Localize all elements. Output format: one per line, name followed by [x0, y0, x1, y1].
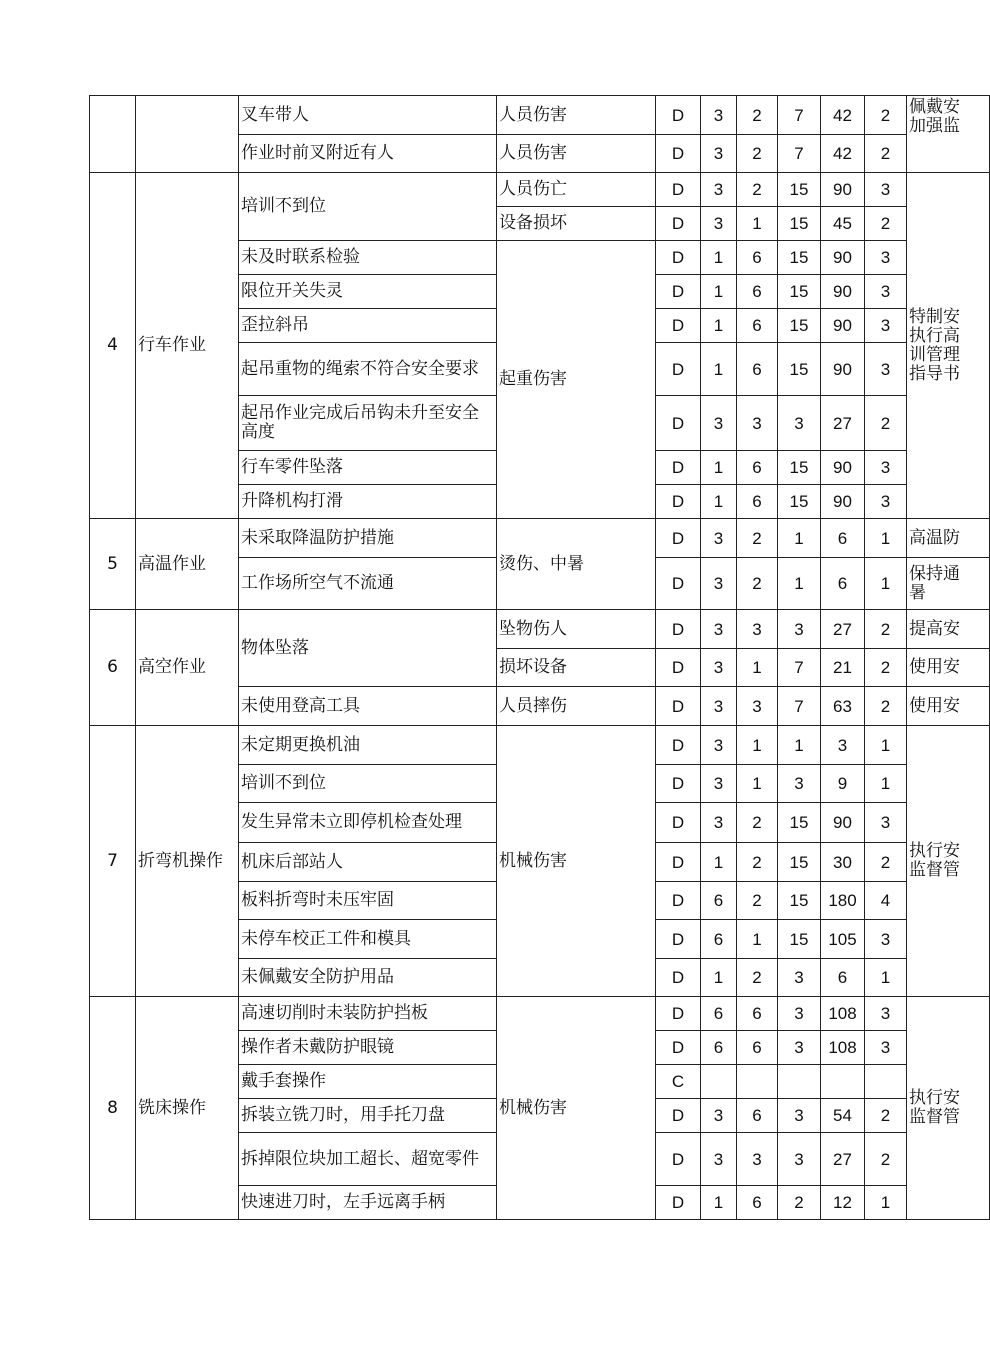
- l-cell: 3: [701, 726, 737, 765]
- c-cell: 3: [778, 1031, 821, 1065]
- e-cell: 6: [737, 451, 778, 485]
- hazard-cell: 拆装立铣刀时，用手托刀盘: [239, 1099, 497, 1133]
- e-cell: 1: [737, 920, 778, 959]
- e-cell: 1: [737, 649, 778, 687]
- judge-cell: D: [656, 485, 701, 519]
- c-cell: 15: [778, 451, 821, 485]
- consequence-cell: 人员摔伤: [497, 687, 656, 726]
- c-cell: 2: [778, 1186, 821, 1220]
- judge-cell: D: [656, 959, 701, 997]
- c-cell: 15: [778, 882, 821, 920]
- hazard-cell: 工作场所空气不流通: [239, 558, 497, 610]
- consequence-cell: 起重伤害: [497, 241, 656, 519]
- e-cell: 6: [737, 1186, 778, 1220]
- e-cell: 2: [737, 882, 778, 920]
- e-cell: 3: [737, 687, 778, 726]
- d-cell: 54: [821, 1099, 865, 1133]
- judge-cell: D: [656, 275, 701, 309]
- measure-cell: 使用安: [907, 649, 990, 687]
- consequence-cell: 人员伤亡: [497, 173, 656, 207]
- level-cell: 3: [865, 309, 907, 343]
- hazard-cell: 戴手套操作: [239, 1065, 497, 1099]
- judge-cell: D: [656, 882, 701, 920]
- l-cell: [701, 1065, 737, 1099]
- judge-cell: D: [656, 1031, 701, 1065]
- l-cell: 1: [701, 959, 737, 997]
- l-cell: 3: [701, 610, 737, 649]
- e-cell: 6: [737, 1031, 778, 1065]
- hazard-cell: 拆掉限位块加工超长、超宽零件: [239, 1133, 497, 1186]
- d-cell: 3: [821, 726, 865, 765]
- l-cell: 6: [701, 882, 737, 920]
- judge-cell: D: [656, 451, 701, 485]
- level-cell: 3: [865, 803, 907, 843]
- d-cell: 105: [821, 920, 865, 959]
- level-cell: 2: [865, 207, 907, 241]
- e-cell: 2: [737, 96, 778, 135]
- d-cell: [821, 1065, 865, 1099]
- hazard-cell: 未及时联系检验: [239, 241, 497, 275]
- e-cell: 3: [737, 610, 778, 649]
- l-cell: 1: [701, 309, 737, 343]
- c-cell: 15: [778, 485, 821, 519]
- e-cell: 1: [737, 765, 778, 803]
- consequence-cell: 机械伤害: [497, 726, 656, 997]
- level-cell: 3: [865, 997, 907, 1031]
- consequence-cell: 人员伤害: [497, 135, 656, 173]
- hazard-cell: 高速切削时未装防护挡板: [239, 997, 497, 1031]
- l-cell: 3: [701, 207, 737, 241]
- e-cell: 1: [737, 726, 778, 765]
- l-cell: 3: [701, 96, 737, 135]
- level-cell: 3: [865, 920, 907, 959]
- e-cell: 6: [737, 241, 778, 275]
- judge-cell: D: [656, 207, 701, 241]
- d-cell: 21: [821, 649, 865, 687]
- l-cell: 3: [701, 558, 737, 610]
- c-cell: 1: [778, 726, 821, 765]
- hazard-cell: 起吊作业完成后吊钩未升至安全高度: [239, 396, 497, 451]
- level-cell: 4: [865, 882, 907, 920]
- hazard-cell: 培训不到位: [239, 765, 497, 803]
- e-cell: 2: [737, 959, 778, 997]
- c-cell: 3: [778, 610, 821, 649]
- activity-cell: [136, 96, 239, 173]
- risk-assessment-table: [89, 95, 990, 1220]
- e-cell: 6: [737, 1099, 778, 1133]
- consequence-cell: 烫伤、中暑: [497, 519, 656, 610]
- l-cell: 3: [701, 519, 737, 558]
- judge-cell: D: [656, 343, 701, 396]
- c-cell: 15: [778, 843, 821, 882]
- c-cell: 7: [778, 135, 821, 173]
- hazard-cell: 作业时前叉附近有人: [239, 135, 497, 173]
- e-cell: 6: [737, 485, 778, 519]
- hazard-cell: 操作者未戴防护眼镜: [239, 1031, 497, 1065]
- l-cell: 6: [701, 997, 737, 1031]
- seq-cell: 8: [90, 997, 136, 1220]
- level-cell: 1: [865, 959, 907, 997]
- judge-cell: D: [656, 610, 701, 649]
- hazard-cell: 未定期更换机油: [239, 726, 497, 765]
- l-cell: 1: [701, 275, 737, 309]
- e-cell: 2: [737, 519, 778, 558]
- c-cell: 7: [778, 687, 821, 726]
- d-cell: 90: [821, 451, 865, 485]
- hazard-cell: 行车零件坠落: [239, 451, 497, 485]
- c-cell: 15: [778, 920, 821, 959]
- seq-cell: 4: [90, 173, 136, 519]
- hazard-cell: 培训不到位: [239, 173, 497, 241]
- level-cell: 1: [865, 558, 907, 610]
- hazard-cell: 歪拉斜吊: [239, 309, 497, 343]
- l-cell: 1: [701, 451, 737, 485]
- table-row: [90, 726, 990, 765]
- level-cell: 1: [865, 726, 907, 765]
- d-cell: 9: [821, 765, 865, 803]
- level-cell: 2: [865, 396, 907, 451]
- seq-cell: 5: [90, 519, 136, 610]
- d-cell: 90: [821, 343, 865, 396]
- l-cell: 3: [701, 803, 737, 843]
- c-cell: 15: [778, 207, 821, 241]
- judge-cell: D: [656, 1186, 701, 1220]
- judge-cell: D: [656, 558, 701, 610]
- c-cell: [778, 1065, 821, 1099]
- d-cell: 90: [821, 275, 865, 309]
- hazard-cell: 升降机构打滑: [239, 485, 497, 519]
- d-cell: 180: [821, 882, 865, 920]
- l-cell: 1: [701, 343, 737, 396]
- activity-cell: 高空作业: [136, 610, 239, 726]
- measure-cell: 使用安: [907, 687, 990, 726]
- level-cell: 3: [865, 1031, 907, 1065]
- level-cell: 2: [865, 687, 907, 726]
- l-cell: 3: [701, 173, 737, 207]
- activity-cell: 高温作业: [136, 519, 239, 610]
- l-cell: 3: [701, 649, 737, 687]
- table-row: [90, 519, 990, 558]
- c-cell: 3: [778, 1099, 821, 1133]
- l-cell: 1: [701, 1186, 737, 1220]
- judge-cell: D: [656, 96, 701, 135]
- c-cell: 15: [778, 343, 821, 396]
- d-cell: 27: [821, 1133, 865, 1186]
- d-cell: 27: [821, 396, 865, 451]
- level-cell: 2: [865, 843, 907, 882]
- d-cell: 90: [821, 241, 865, 275]
- d-cell: 90: [821, 173, 865, 207]
- e-cell: 1: [737, 207, 778, 241]
- level-cell: 1: [865, 1186, 907, 1220]
- d-cell: 90: [821, 803, 865, 843]
- d-cell: 6: [821, 519, 865, 558]
- l-cell: 6: [701, 920, 737, 959]
- c-cell: 15: [778, 803, 821, 843]
- level-cell: 3: [865, 343, 907, 396]
- measure-cell: 特制安 执行高 训管理 指导书: [907, 173, 990, 519]
- table-row: [90, 96, 990, 135]
- judge-cell: D: [656, 843, 701, 882]
- level-cell: 2: [865, 610, 907, 649]
- hazard-cell: 机床后部站人: [239, 843, 497, 882]
- c-cell: 15: [778, 173, 821, 207]
- level-cell: 3: [865, 275, 907, 309]
- consequence-cell: 坠物伤人: [497, 610, 656, 649]
- level-cell: 3: [865, 451, 907, 485]
- l-cell: 3: [701, 396, 737, 451]
- c-cell: 15: [778, 241, 821, 275]
- l-cell: 6: [701, 1031, 737, 1065]
- d-cell: 12: [821, 1186, 865, 1220]
- d-cell: 42: [821, 135, 865, 173]
- activity-cell: 行车作业: [136, 173, 239, 519]
- judge-cell: D: [656, 765, 701, 803]
- measure-cell: 执行安 监督管: [907, 726, 990, 997]
- e-cell: 6: [737, 309, 778, 343]
- level-cell: 1: [865, 519, 907, 558]
- d-cell: 27: [821, 610, 865, 649]
- table-row: [90, 173, 990, 207]
- hazard-cell: 未采取降温防护措施: [239, 519, 497, 558]
- d-cell: 45: [821, 207, 865, 241]
- c-cell: 15: [778, 309, 821, 343]
- d-cell: 108: [821, 997, 865, 1031]
- e-cell: 2: [737, 173, 778, 207]
- e-cell: 2: [737, 558, 778, 610]
- seq-cell: [90, 96, 136, 173]
- measure-cell: 执行安 监督管: [907, 997, 990, 1220]
- hazard-cell: 物体坠落: [239, 610, 497, 687]
- c-cell: 3: [778, 997, 821, 1031]
- level-cell: 3: [865, 241, 907, 275]
- l-cell: 3: [701, 1133, 737, 1186]
- seq-cell: 6: [90, 610, 136, 726]
- c-cell: 15: [778, 275, 821, 309]
- measure-cell: 佩戴安 加强监: [907, 96, 990, 173]
- d-cell: 108: [821, 1031, 865, 1065]
- activity-cell: 铣床操作: [136, 997, 239, 1220]
- seq-cell: 7: [90, 726, 136, 997]
- judge-cell: D: [656, 519, 701, 558]
- d-cell: 6: [821, 558, 865, 610]
- judge-cell: D: [656, 241, 701, 275]
- judge-cell: D: [656, 1099, 701, 1133]
- judge-cell: D: [656, 920, 701, 959]
- judge-cell: D: [656, 173, 701, 207]
- consequence-cell: 机械伤害: [497, 997, 656, 1220]
- judge-cell: D: [656, 803, 701, 843]
- activity-cell: 折弯机操作: [136, 726, 239, 997]
- e-cell: 2: [737, 843, 778, 882]
- l-cell: 1: [701, 241, 737, 275]
- level-cell: 1: [865, 765, 907, 803]
- measure-cell: 保持通 暑: [907, 558, 990, 610]
- judge-cell: D: [656, 135, 701, 173]
- hazard-cell: 未佩戴安全防护用品: [239, 959, 497, 997]
- c-cell: 7: [778, 96, 821, 135]
- e-cell: 3: [737, 396, 778, 451]
- hazard-cell: 板料折弯时未压牢固: [239, 882, 497, 920]
- d-cell: 42: [821, 96, 865, 135]
- d-cell: 90: [821, 309, 865, 343]
- hazard-cell: 限位开关失灵: [239, 275, 497, 309]
- c-cell: 3: [778, 959, 821, 997]
- measure-cell: 提高安: [907, 610, 990, 649]
- judge-cell: D: [656, 997, 701, 1031]
- d-cell: 30: [821, 843, 865, 882]
- l-cell: 1: [701, 485, 737, 519]
- d-cell: 6: [821, 959, 865, 997]
- e-cell: 2: [737, 803, 778, 843]
- consequence-cell: 损坏设备: [497, 649, 656, 687]
- table-row: [90, 997, 990, 1031]
- c-cell: 7: [778, 649, 821, 687]
- l-cell: 3: [701, 687, 737, 726]
- level-cell: 3: [865, 485, 907, 519]
- consequence-cell: 人员伤害: [497, 96, 656, 135]
- level-cell: 2: [865, 135, 907, 173]
- c-cell: 3: [778, 1133, 821, 1186]
- e-cell: 6: [737, 343, 778, 396]
- l-cell: 3: [701, 1099, 737, 1133]
- hazard-cell: 发生异常未立即停机检查处理: [239, 803, 497, 843]
- c-cell: 1: [778, 558, 821, 610]
- judge-cell: D: [656, 726, 701, 765]
- e-cell: [737, 1065, 778, 1099]
- hazard-cell: 叉车带人: [239, 96, 497, 135]
- c-cell: 1: [778, 519, 821, 558]
- judge-cell: D: [656, 1133, 701, 1186]
- level-cell: [865, 1065, 907, 1099]
- e-cell: 2: [737, 135, 778, 173]
- d-cell: 90: [821, 485, 865, 519]
- level-cell: 2: [865, 96, 907, 135]
- level-cell: 2: [865, 1133, 907, 1186]
- hazard-cell: 快速进刀时，左手远离手柄: [239, 1186, 497, 1220]
- judge-cell: D: [656, 396, 701, 451]
- l-cell: 3: [701, 765, 737, 803]
- judge-cell: D: [656, 309, 701, 343]
- measure-cell: 高温防: [907, 519, 990, 558]
- c-cell: 3: [778, 765, 821, 803]
- level-cell: 2: [865, 649, 907, 687]
- hazard-cell: 起吊重物的绳索不符合安全要求: [239, 343, 497, 396]
- judge-cell: D: [656, 687, 701, 726]
- level-cell: 2: [865, 1099, 907, 1133]
- c-cell: 3: [778, 396, 821, 451]
- e-cell: 6: [737, 997, 778, 1031]
- level-cell: 3: [865, 173, 907, 207]
- l-cell: 1: [701, 843, 737, 882]
- judge-cell: D: [656, 649, 701, 687]
- judge-cell: C: [656, 1065, 701, 1099]
- e-cell: 3: [737, 1133, 778, 1186]
- consequence-cell: 设备损坏: [497, 207, 656, 241]
- hazard-cell: 未停车校正工件和模具: [239, 920, 497, 959]
- hazard-cell: 未使用登高工具: [239, 687, 497, 726]
- table-row: [90, 610, 990, 649]
- d-cell: 63: [821, 687, 865, 726]
- e-cell: 6: [737, 275, 778, 309]
- l-cell: 3: [701, 135, 737, 173]
